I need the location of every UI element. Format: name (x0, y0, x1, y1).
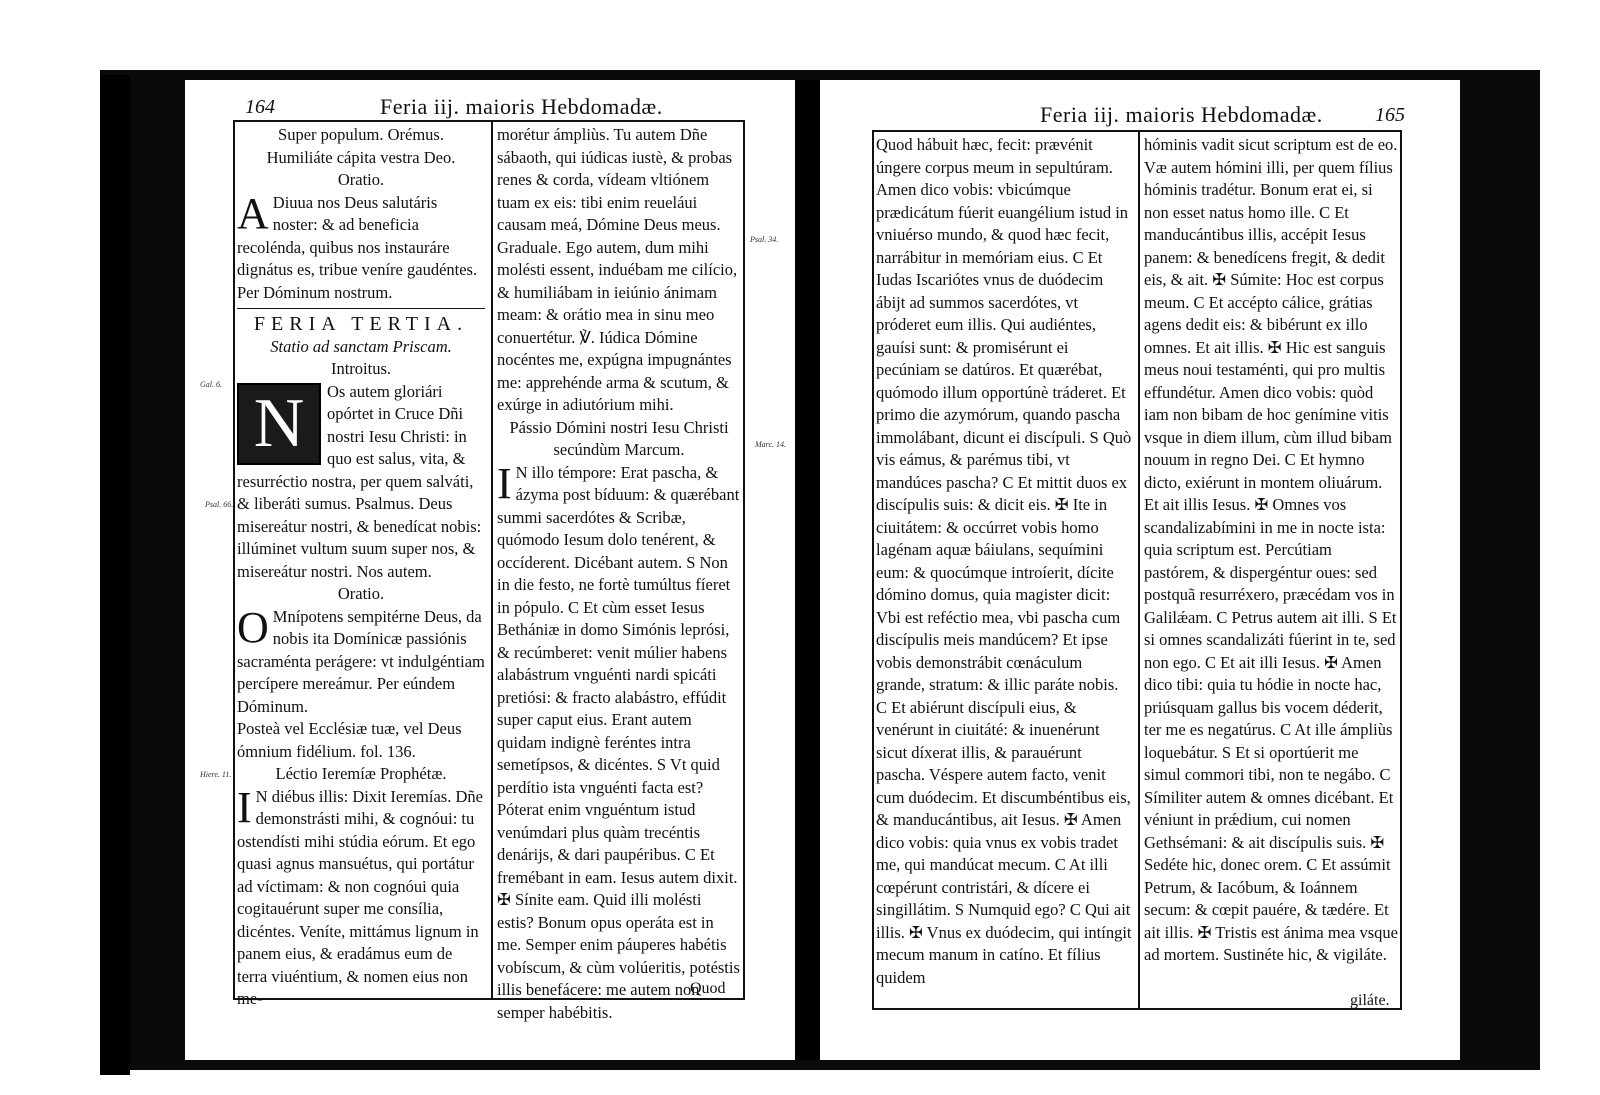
book-spine-edge (100, 75, 130, 1075)
catchword: Quod (690, 980, 726, 997)
left-column-2 (497, 124, 741, 1022)
paragraph-text: Humiliáte cápita vestra Deo. (266, 147, 456, 167)
margin-note: Gal. 6. (200, 380, 222, 389)
margin-note: Hiere. 11. (200, 770, 232, 779)
text-paragraph (497, 458, 741, 1025)
paragraph-text: Diuua nos Deus salutáris noster: & ad beneficia recolénda, quibus nos instauráre dignátus es, tribue veníre gaudéntes. Per Dóminum nostrum. (237, 192, 478, 302)
paragraph-text: Graduale. Ego autem, dum mihi molésti essent, induébam me cilício, & humiliábam in ieiúnio ánimam meam: & orátio mea in sinu meo conuertétur. ℣. Iúdica Dómine nocéntes me, expúgna impugnántes me: apprehénde arma & scutum, & exúrge in adiutórium mihi. (497, 237, 738, 414)
paragraph-text: Posteà vel Ecclésiæ tuæ, vel Deus ómnium fidélium. fol. 136. (237, 719, 462, 761)
paragraph-text: Statio ad sanctam Priscam. (270, 336, 452, 356)
drop-initial: I (237, 782, 252, 832)
woodcut-initial: N (237, 383, 321, 465)
text-paragraph (237, 718, 485, 763)
paragraph-text: Pássio Dómini nostri Iesu Christi secúndùm Marcum. (509, 417, 729, 459)
drop-initial: A (237, 188, 269, 238)
text-paragraph (1144, 134, 1398, 967)
section-heading (497, 417, 741, 462)
page-number: 164 (245, 96, 275, 118)
left-page (185, 80, 795, 1060)
margin-note: Marc. 14. (755, 440, 787, 449)
paragraph-text: Super populum. Orémus. (278, 125, 444, 144)
running-head: Feria iij. maioris Hebdomadæ. (1040, 102, 1323, 127)
section-heading (237, 763, 485, 786)
section-heading (237, 147, 485, 170)
book-gutter (795, 80, 820, 1060)
section-heading (237, 583, 485, 606)
column-divider (491, 120, 493, 1000)
page-number: 165 (1375, 104, 1405, 126)
right-column-1 (876, 134, 1132, 1004)
running-head: Feria iij. maioris Hebdomadæ. (380, 94, 663, 119)
catchword: giláte. (1350, 992, 1390, 1009)
margin-note: Psal. 66. (205, 500, 234, 509)
text-paragraph (237, 381, 485, 584)
column-divider (1138, 130, 1140, 1010)
text-paragraph (237, 188, 485, 305)
paragraph-text: hóminis vadit sicut scriptum est de eo. Væ autem hómini illi, per quem fílius hóminis tradétur. Bonum erat ei, si non esset natus homo ille. C Et manducántibus illis, accépit Iesus panem: & benedícens fregit, & dedit eis, & ait. ✠ Súmite: Hoc est corpus meum. C Et accépto cálice, grátias agens dedit eis: & bibérunt ex illo omnes. Et ait illis. ✠ Hic est sanguis meus noui testaménti, qui pro multis effundétur. Amen dico vobis: quòd iam non bibam de hoc genímine vitis vsque in diem illum, cùm illud bibam nouum in regno Dei. C Et hymno dicto, exiérunt in montem oliuárum. Et ait illis Iesus. ✠ Omnes vos scandalizabímini in me in nocte ista: quia scriptum est. Percútiam pastórem, & dispergéntur oues: sed postquã resurréxero, præcédam vos in Galilǽam. C Petrus autem ait illi. S Et si omnes scandalizáti fúerint in te, sed non ego. C Et ait illi Iesus. ✠ Amen dico tibi: quia tu hódie in nocte hac, priúsquam gallus bis vocem déderit, ter me es negatúrus. C At ille ámpliùs loquebátur. S Et si oportúerit me simul commori tibi, non te negábo. C Símiliter autem & omnes dicébant. Et véniunt in prǽdium, cui nomen Gethsémani: & ait discípulis suis. ✠ Sedéte hic, donec orem. C Et assúmit Petrum, & Iacóbum, & Ioánnem secum: & cœpit pauére, & tædére. Et ait illis. ✠ Tristis est ánima mea vsque ad mortem. Sustinéte hic, & vigiláte. (1144, 135, 1398, 964)
text-paragraph (237, 602, 485, 719)
paragraph-text: Oratio. (337, 170, 385, 189)
paragraph-text: N diébus illis: Dixit Ieremías. Dñe demonstrásti mihi, & cognóui: tu ostendísti mihi stúdia eórum. Et ego quasi agnus mansuétus, qui portátur ad víctimam: & non cognóui quia cogitauérunt super me consília, dicéntes. Veníte, mittámus lignum in panem eius, & eradámus eum de terra viuéntium, & nomen eius non me- (237, 786, 483, 1008)
text-paragraph (497, 124, 741, 237)
feast-title (237, 313, 485, 336)
right-page (820, 80, 1460, 1060)
left-column-1 (237, 124, 485, 1008)
text-paragraph (876, 134, 1132, 989)
paragraph-text: Quod hábuit hæc, fecit: prævénit úngere corpus meum in sepultúram. Amen dico vobis: vbicúmque prædicátum fúerit euangélium istud in vniuérso mundo, & quod hæc fecit, narrábitur in memóriam eius. C Et Iudas Iscariótes vnus de duódecim ábijt ad summos sacerdótes, vt próderet eum illis. Qui audiéntes, gauísi sunt: & promisérunt ei pecúniam se datúros. Et quærébat, quómodo illum opportúnè tráderet. Et primo die azymórum, quando pascha immolábant, dicunt ei discípuli. S Quò vis eámus, & parémus tibi, vt mandúces pascha? C Et mittit duos ex discípulis suis: & dicit eis. ✠ Ite in ciuitátem: & occúrret vobis homo lagénam aquæ báiulans, sequímini eum: & quocúmque introíerit, dícite dómino domus, quia magister dicit: Vbi est reféctio mea, vbi pascha cum discípulis meis mandúcem? Et ipse vobis demonstrábit cœnáculum grande, stratum: & illic paráte nobis. C Et abiérunt discípuli eius, & venérunt in ciuitáté: & inuenérunt sicut díxerat illis, & parauérunt pascha. Véspere autem facto, venit cum duódecim. Et discumbéntibus eis, & manducántibus, ait Iesus. ✠ Amen dico vobis: quia vnus ex vobis tradet me, qui mandúcat mecum. C At illi cœpérunt contristári, & dícere ei singillátim. S Numquid ego? C Qui ait illis. ✠ Vnus ex duódecim, qui intíngit mecum manum in catíno. Et fílius quidem (876, 135, 1132, 987)
right-column-2 (1144, 134, 1398, 1004)
drop-initial: O (237, 602, 269, 652)
paragraph-text: Oratio. (337, 584, 385, 603)
paragraph-text: morétur ámpliùs. Tu autem Dñe sábaoth, qui iúdicas iustè, & probas renes & corda, vídeam vltiónem tuam ex eis: tibi enim reueláui causam meá, Dómine Deus meus. (497, 125, 733, 234)
paragraph-text: Introitus. (330, 359, 392, 378)
section-rule (237, 308, 485, 309)
section-heading (237, 358, 485, 381)
section-heading (237, 169, 485, 192)
section-heading (237, 124, 485, 147)
station-heading (237, 336, 485, 359)
paragraph-text: Léctio Ieremíæ Prophétæ. (275, 764, 447, 783)
text-paragraph (497, 237, 741, 417)
paragraph-text: FERIA TERTIA. (253, 313, 469, 335)
paragraph-text: Mnípotens sempitérne Deus, da nobis ita Domínicæ passiónis sacraménta perágere: vt indulgéntiam percípere mereámur. Per eúndem Dóminum. (237, 606, 485, 716)
paragraph-text: N illo témpore: Erat pascha, & ázyma post bíduum: & quærébant summi sacerdótes & Scribæ, quómodo Iesum dolo tenérent, & occíderent. Dicébant autem. S Non in die festo, ne fortè tumúltus fíeret in pópulo. C Et cùm esset Iesus Bethániæ in domo Simónis leprósi, & recúmberet: venit múlier habens alabástrum vnguénti nardi spicáti pretiósi: & fracto alabástro, effúdit super caput eius. Erant autem quidam indignè feréntes intra semetípsos, & dicéntes. S Vt quid perdítio ista vnguénti facta est? Póterat enim vnguéntum istud venúmdari plus quàm trecéntis denárijs, & dari paupéribus. C Et fremébant in eam. Iesus autem dixit. ✠ Sínite eam. Quid illi molésti estis? Bonum opus operáta est in me. Semper enim páuperes habétis vobíscum, & cùm volúeritis, potéstis illis benefácere: me autem non semper habébitis. (497, 462, 740, 1022)
drop-initial: I (497, 458, 512, 508)
margin-note: Psal. 34. (750, 235, 779, 244)
text-paragraph (237, 782, 485, 1011)
paragraph-text: Os autem gloriári opórtet in Cruce Dñi nostri Iesu Christi: in quo est salus, vita, & resurréctio nostra, per quem salváti, & liberáti sumus. Psalmus. Deus misereátur nostri, & benedícat nobis: illúminet vultum suum super nos, & misereátur nostri. Nos autem. (237, 381, 482, 581)
